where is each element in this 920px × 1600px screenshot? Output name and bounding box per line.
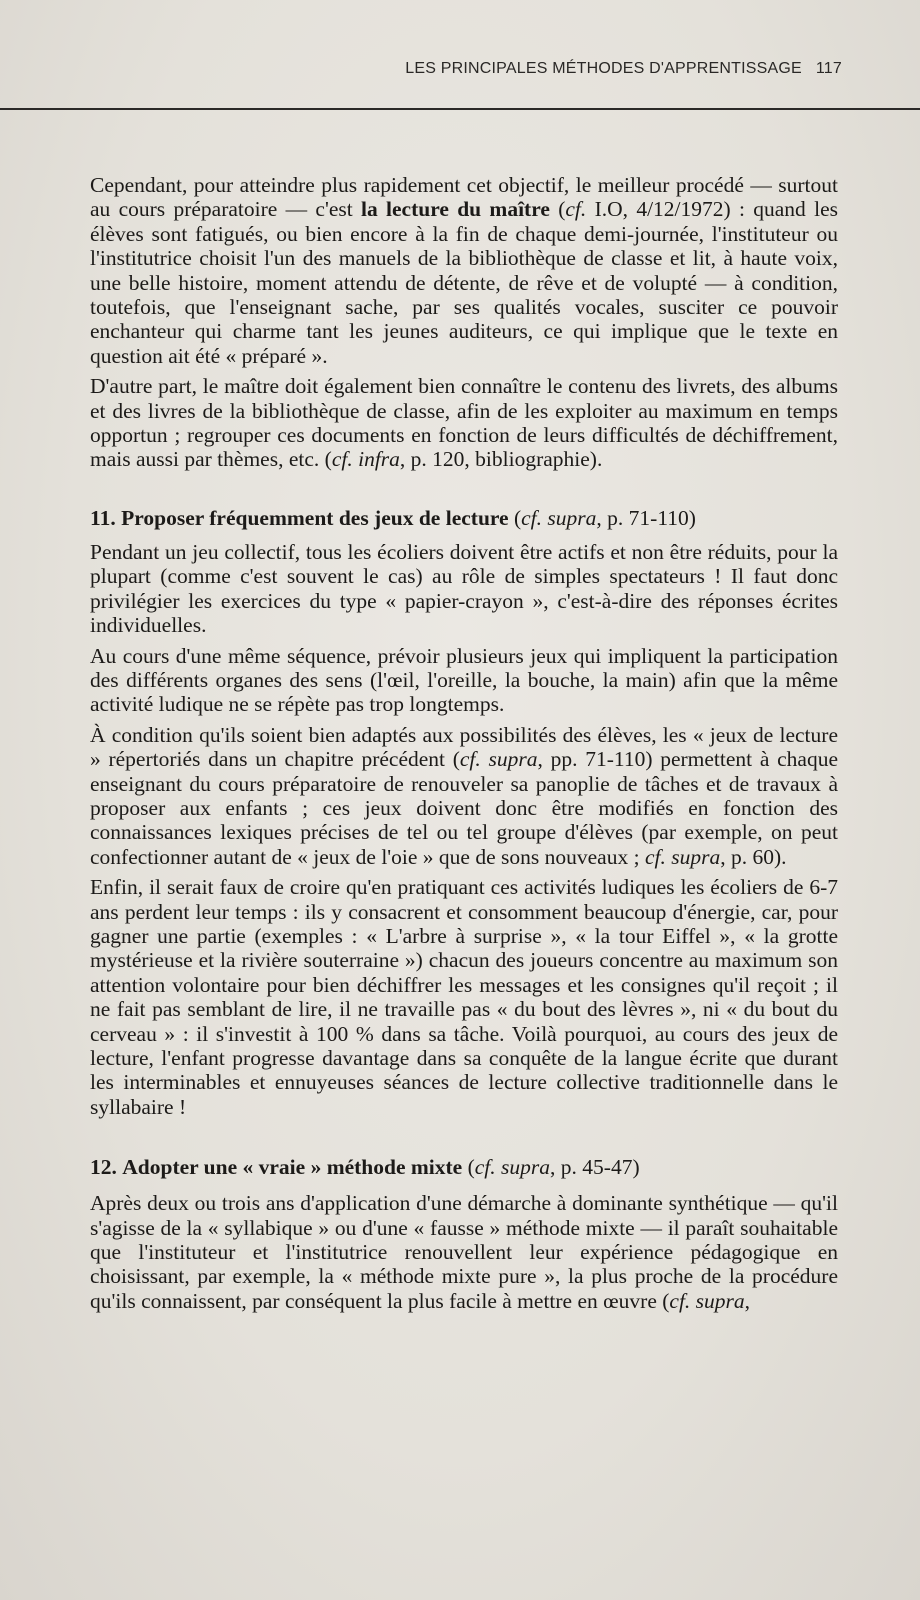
page-number: 117 [815, 60, 842, 77]
paragraph-sequence: Au cours d'une même séquence, prévoir plusieurs jeux qui impliquent la participation des différents organes des sens (l'œil, l'oreille, la bouche, la main) afin que la même activité ludique ne se répète pas trop longtemps. [90, 643, 838, 717]
header-rule [0, 108, 920, 110]
text-run: , p. 45-47) [550, 1155, 640, 1180]
italic-cf: cf. [644, 844, 666, 869]
italic-cf: cf. [565, 197, 587, 222]
bold-phrase: la lecture du maître [361, 197, 550, 222]
section-title: Proposer fréquemment des jeux de lecture [121, 505, 509, 530]
paragraph-lecture-du-maitre [90, 173, 838, 368]
page-body [90, 173, 838, 1313]
running-title: LES PRINCIPALES MÉTHODES D'APPRENTISSAGE [405, 60, 802, 77]
text-run: ( [508, 505, 522, 530]
italic-infra: infra [358, 447, 400, 472]
section-heading-11 [90, 506, 838, 530]
section-number: 11. [90, 505, 116, 530]
paragraph-methode-mixte [90, 1191, 838, 1313]
section-heading-12 [90, 1155, 838, 1179]
italic-supra: supra [547, 505, 597, 530]
paragraph-enfin: Enfin, il serait faux de croire qu'en pratiquant ces activités ludiques les écoliers de 6-7 ans perdent leur temps : ils y consacrent et consomment beaucoup d'énergie, car, pour gagner une partie (exemples : « L'arbre à surprise », « la tour Eiffel », « la grotte mystérieuse et la rivière souterraine ») chacun des joueurs concentre au maximum son attention volontaire pour bien déchiffrer les messages et les consignes qu'il reçoit ; il ne fait pas semblant de lire, il ne travaille pas « du bout des lèvres », ni « du bout du cerveau » : il s'investit à 100 % dans sa tâche. Voilà pourquoi, au cours des jeux de lecture, l'enfant progresse davantage dans sa conquête de la langue écrite que durant les interminables et ennuyeuses séances de lecture collective traditionnelle dans le syllabaire ! [90, 875, 838, 1119]
italic-cf: cf. [474, 1155, 496, 1180]
paragraph-a-condition [90, 723, 838, 869]
italic-cf: cf. [331, 447, 353, 472]
text-run: Après deux ou trois ans d'application d'une démarche à dominante synthétique — qu'il s'agisse de la « syllabique » ou d'une « fausse » méthode mixte — il paraît souhaitable que l'instituteur et l'institutrice renouvellent leur expérience pédagogique en choisissant, par exemple, la « méthode mixte pure », la plus proche de la procédure qu'ils connaissent, par conséquent la plus facile à mettre en œuvre ( [90, 1191, 838, 1313]
text-run: D'autre part, le maître doit également bien connaître le contenu des livrets, des albums et des livres de la bibliothèque de classe, afin de les exploiter au maximum en temps opportun ; regrouper ces documents en fonction de leurs difficultés de déchiffrement, mais aussi par thèmes, etc. ( [90, 374, 838, 472]
section-number: 12. [90, 1155, 117, 1180]
italic-cf: cf. [521, 505, 543, 530]
text-run: , [744, 1288, 751, 1313]
text-run: À condition qu'ils soient bien adaptés aux possibilités des élèves, les « jeux de lecture » répertoriés dans un chapitre précédent ( [90, 722, 838, 772]
italic-supra: supra [501, 1155, 551, 1180]
text-run: ( [462, 1155, 475, 1180]
italic-supra: supra [671, 844, 721, 869]
paragraph-jeu-collectif: Pendant un jeu collectif, tous les écoliers doivent être actifs et non être réduits, pour la plupart (comme c'est souvent le cas) au rôle de simples spectateurs ! Il faut donc privilégier les exercices du type « papier-crayon », c'est-à-dire des réponses écrites individuelles. [90, 539, 838, 638]
italic-cf-supra: cf. supra [459, 747, 538, 772]
text-run: I.O, 4/12/1972) : quand les élèves sont fatigués, ou bien encore à la fin de chaque demi-journée, l'instituteur ou l'institutrice choisit l'un des manuels de la bibliothèque de classe et lit, à haute voix, une belle histoire, moment attendu de détente, de rêve et de volupté — à condition, toutefois, que l'enseignant sache, par ses qualités vocales, susciter ce pouvoir enchanteur qui charme tant les jeunes auditeurs, ce qui implique que le texte en question ait été « préparé ». [90, 197, 838, 368]
italic-cf-supra: cf. supra [669, 1288, 745, 1313]
paragraph-contenu-livrets [90, 374, 838, 472]
text-run: Cependant, pour atteindre plus rapidement cet objectif, le meilleur procédé — surtout au cours préparatoire — c'est [90, 173, 838, 222]
text-run: ( [549, 197, 566, 222]
text-run: , p. 120, bibliographie). [399, 447, 603, 472]
text-run: , p. 60). [720, 844, 787, 869]
running-header [405, 60, 842, 78]
text-run: , pp. 71-110) permettent à chaque enseignant du cours préparatoire de renouveler sa panoplie de tâches et de travaux à proposer aux enfants ; ces jeux doivent donc être modifiés en fonction des connaissances lexiques précises de tel ou tel groupe d'élèves (par exemple, on peut confectionner autant de « jeux de l'oie » que de sons nouveaux ; [90, 747, 839, 869]
section-title: Adopter une « vraie » méthode mixte [122, 1155, 463, 1180]
text-run: , p. 71-110) [596, 505, 696, 530]
